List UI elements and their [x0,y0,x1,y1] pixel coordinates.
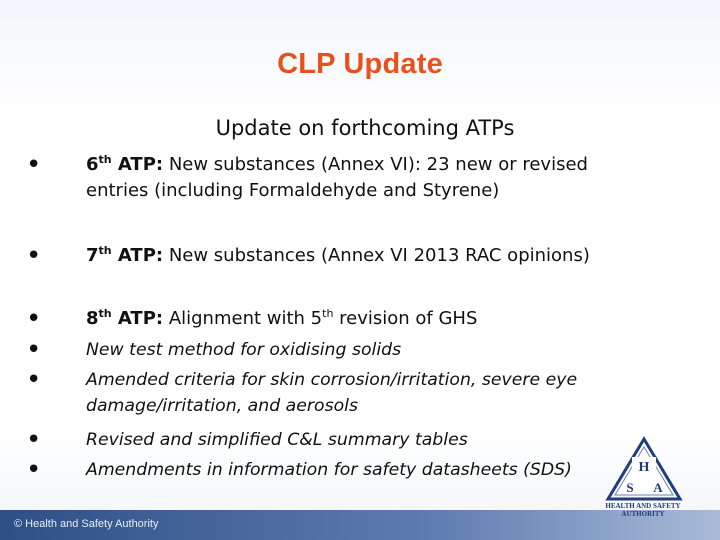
slide-subtitle: Update on forthcoming ATPs [215,116,515,140]
bullet-text: 6th ATP: New substances (Annex VI): 23 new or revised entries (including Formaldehyde and Styrene) [86,153,588,201]
bullet-icon: • [26,425,42,455]
bullet-text: 8th ATP: Alignment with 5th revision of GHS [86,307,478,329]
logo-caption: HEALTH AND SAFETY AUTHORITY [605,502,681,518]
bullet-icon: • [26,455,42,485]
bullet-icon: • [26,241,42,271]
bullet-icon: • [26,365,42,395]
logo-letter-h: H [638,460,650,475]
bullet-text: 7th ATP: New substances (Annex VI 2013 RAC opinions) [86,244,590,266]
logo-letter-s: S [626,480,634,495]
bullet-icon: • [26,304,42,334]
bullet-icon: • [26,335,42,365]
bullet-text: New test method for oxidising solids [86,340,402,360]
bullet-text: Amendments in information for safety datasheets (SDS) [86,460,572,480]
logo-letter-a: A [653,480,663,495]
bullet-icon: • [26,150,42,180]
bullet-text: Revised and simplified C&L summary tables [86,430,468,450]
slide-title: CLP Update [277,48,443,80]
bullet-text: Amended criteria for skin corrosion/irritation, severe eye damage/irritation, and aerosols [86,370,578,416]
footer-copyright: © Health and Safety Authority [14,518,159,530]
